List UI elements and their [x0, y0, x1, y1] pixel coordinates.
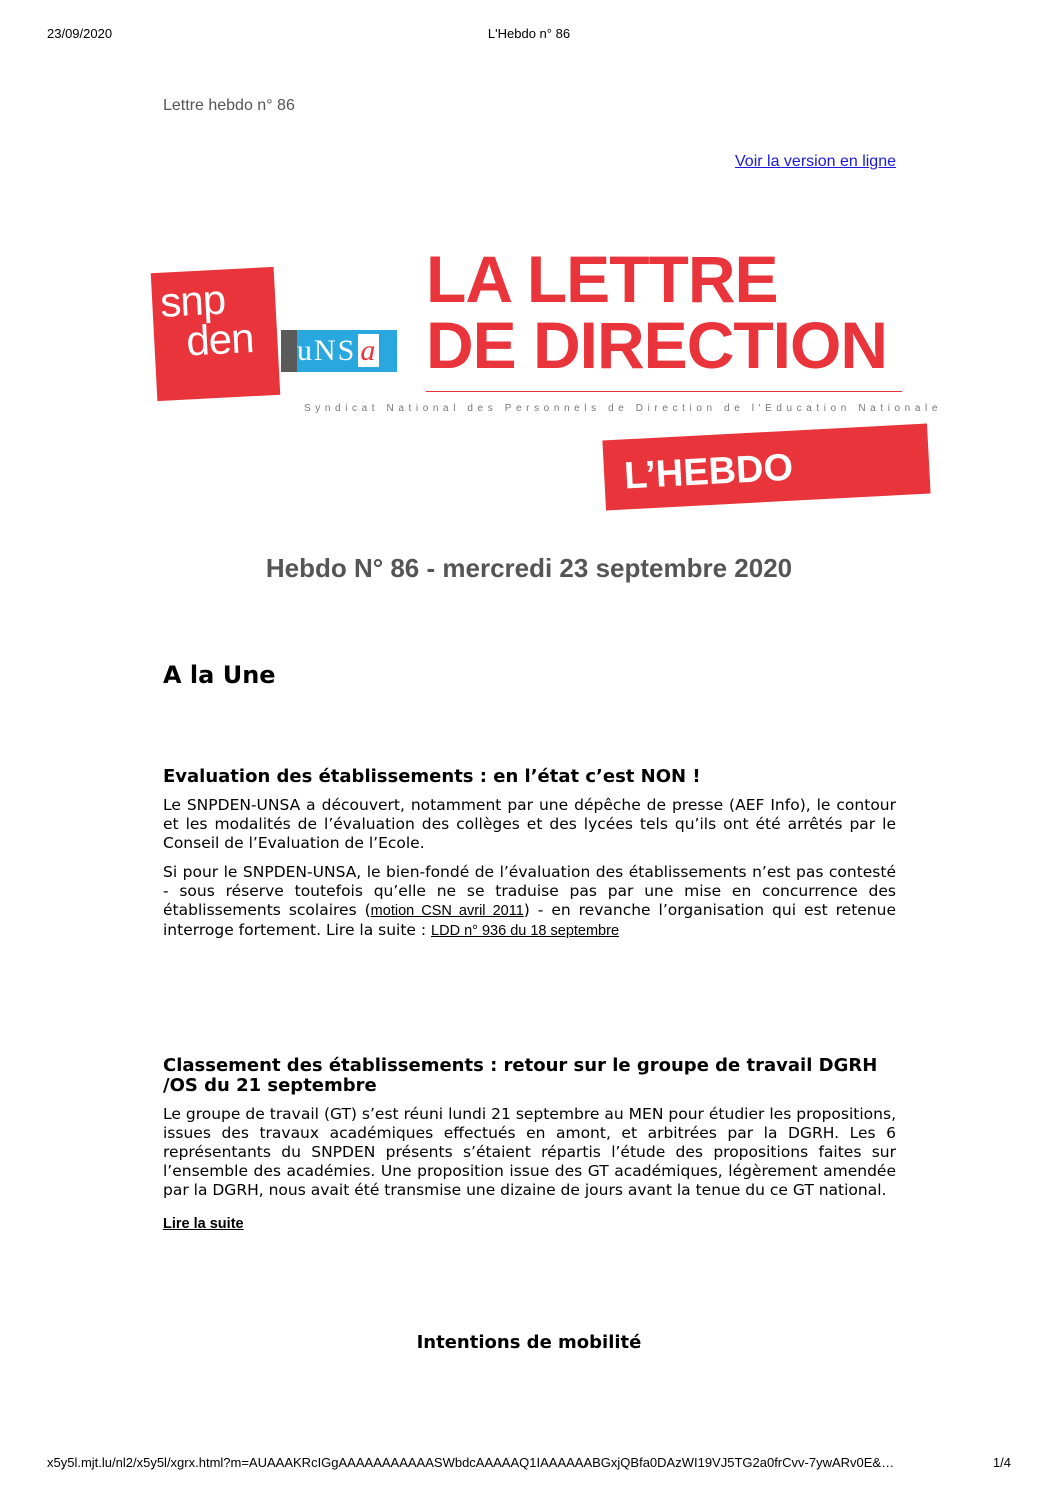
article-title: Classement des établissements : retour sur le groupe de travail DGRH /OS du 21 septembre [163, 1055, 878, 1096]
article-title: Evaluation des établissements : en l’état c’est NON ! [163, 766, 701, 787]
masthead-line2: DE DIRECTION [426, 308, 888, 382]
logo-den-text: den [185, 314, 255, 365]
read-more-wrapper [163, 1214, 896, 1234]
article-text: Si pour le SNPDEN-UNSA, le bien-fondé de l’évaluation des établissements n’est pas contesté - sous réserve toutefois qu’elle ne se traduise pas par une mise en concurrence des établissements scolaires ( [163, 863, 896, 919]
motion-csn-link[interactable]: motion CSN avril 2011 [370, 903, 524, 919]
newsletter-masthead [426, 242, 888, 382]
print-footer-url: x5y5l.mjt.lu/nl2/x5y5l/xgrx.html?m=AUAAAKRcIGgAAAAAAAAAAASWbdcAAAAAQ1IAAAAAABGxjQBfa0DAzWI19VJ5TG2a0frCvv-7ywARv0E&… [47, 1455, 895, 1470]
print-page-number: 1/4 [992, 1455, 1011, 1470]
hebdo-banner-text: L’HEBDO [623, 446, 795, 498]
article-classement [163, 1056, 896, 1244]
article-paragraph: Le SNPDEN-UNSA a découvert, notamment par une dépêche de presse (AEF Info), le contour et les modalités de l’évaluation des collèges et des lycées tels qu’ils ont été arrêtés par le Conseil de l’Evaluation de l’Ecole. [163, 796, 896, 852]
article-paragraph: Le groupe de travail (GT) s’est réuni lundi 21 septembre au MEN pour étudier les propositions, issues des travaux académiques effectués en amont, et arbitrées par la DGRH. Les 6 représentants du SNPDEN présents s’étaient répartis l’étude des propositions faites sur l’ensemble des académies. Une proposition issue des GT académiques, légèrement amendée par la DGRH, nous avait été transmise une dizaine de jours avant la tenue du ce GT national. [163, 1105, 896, 1199]
snpden-logo [151, 267, 281, 401]
article-evaluation [163, 767, 896, 951]
next-section-title: Intentions de mobilité [416, 1332, 642, 1353]
preheader-label: Lettre hebdo n° 86 [163, 97, 295, 114]
masthead-line1: LA LETTRE [426, 242, 778, 316]
unsa-logo-text: uNS [297, 334, 357, 367]
unsa-logo-bar [281, 330, 297, 372]
section-heading: A la Une [163, 661, 276, 689]
print-date: 23/09/2020 [47, 26, 113, 41]
syndicat-tagline: Syndicat National des Personnels de Direction de l'Education Nationale [304, 403, 942, 414]
article-paragraph [163, 863, 896, 941]
masthead-divider [426, 391, 902, 392]
ldd-936-link[interactable]: LDD n° 936 du 18 septembre [431, 923, 620, 939]
article-text: ) - en revanche l’organisation qui est retenue interroge fortement. Lire la suite : [163, 901, 896, 939]
unsa-logo-a: a [360, 334, 378, 367]
issue-title: Hebdo N° 86 - mercredi 23 septembre 2020 [265, 553, 793, 583]
unsa-logo [297, 330, 397, 372]
hebdo-banner [602, 424, 930, 511]
logo-snp-text: snp [159, 275, 227, 326]
read-more-link[interactable]: Lire la suite [163, 1216, 244, 1232]
online-version-link[interactable]: Voir la version en ligne [735, 153, 896, 170]
print-title: L'Hebdo n° 86 [487, 26, 571, 41]
